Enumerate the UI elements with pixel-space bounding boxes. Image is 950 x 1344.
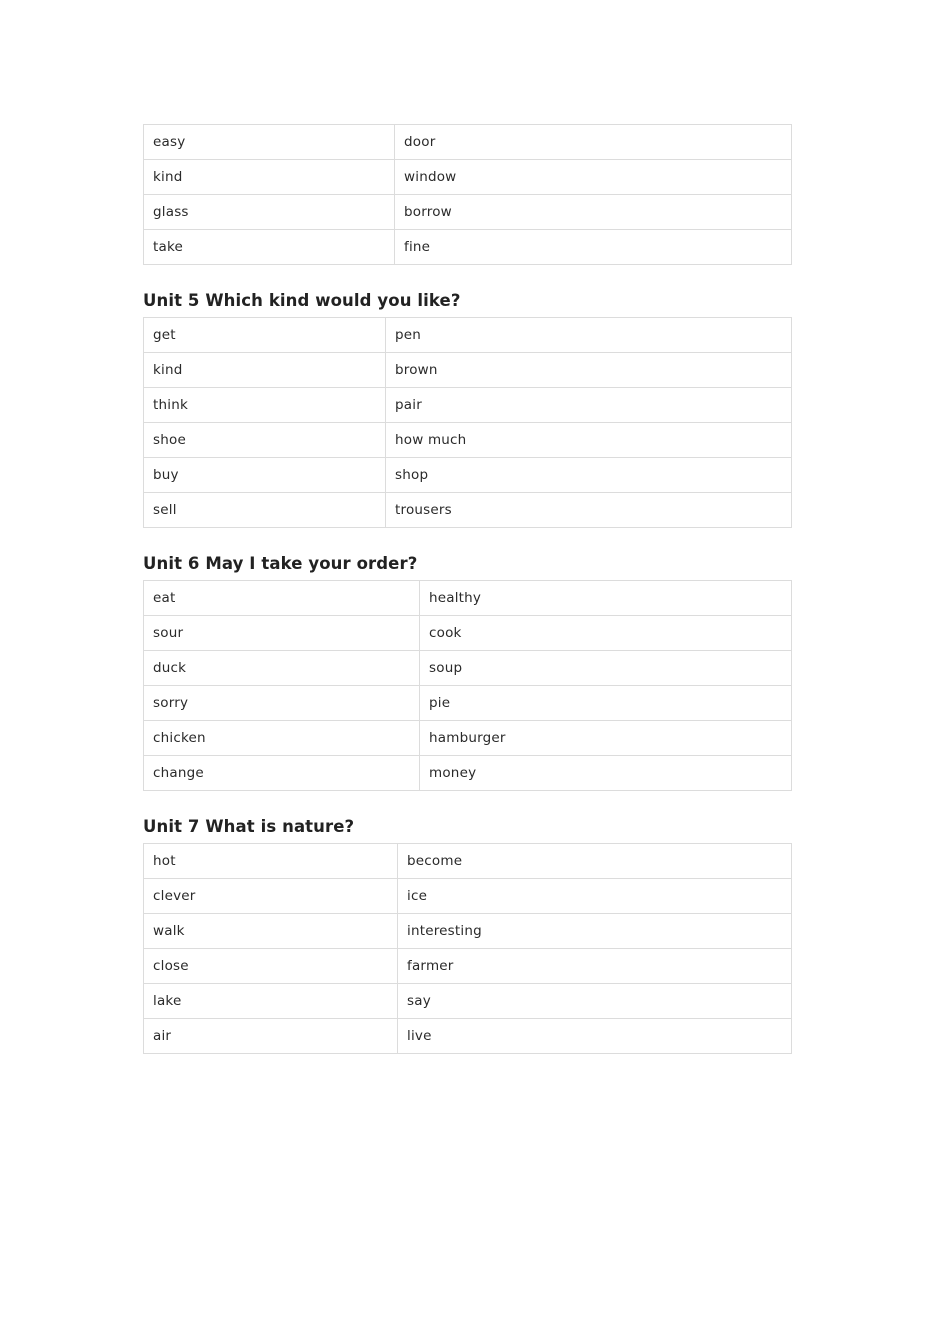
word-cell: shop <box>386 458 792 493</box>
vocab-table <box>143 317 792 528</box>
table-row <box>144 125 792 160</box>
table-row <box>144 879 792 914</box>
word-cell: change <box>144 756 420 791</box>
word-cell: hamburger <box>420 721 792 756</box>
word-cell: say <box>398 984 792 1019</box>
word-cell: pair <box>386 388 792 423</box>
word-cell: pie <box>420 686 792 721</box>
section-unit-6 <box>143 553 792 791</box>
unit-title: Unit 5 Which kind would you like? <box>143 291 461 310</box>
word-cell: kind <box>144 353 386 388</box>
table-row <box>144 721 792 756</box>
table-row <box>144 195 792 230</box>
section-unit-5 <box>143 290 792 528</box>
word-cell: kind <box>144 160 395 195</box>
vocab-table <box>143 580 792 791</box>
unit-title: Unit 7 What is nature? <box>143 817 355 836</box>
word-cell: sell <box>144 493 386 528</box>
table-row <box>144 984 792 1019</box>
table-row <box>144 651 792 686</box>
word-cell: trousers <box>386 493 792 528</box>
word-cell: pen <box>386 318 792 353</box>
word-cell: duck <box>144 651 420 686</box>
table-row <box>144 914 792 949</box>
word-cell: how much <box>386 423 792 458</box>
word-cell: farmer <box>398 949 792 984</box>
table-row <box>144 1019 792 1054</box>
word-cell: borrow <box>395 195 792 230</box>
section-unit-4-continued <box>143 124 792 265</box>
word-cell: sorry <box>144 686 420 721</box>
table-row <box>144 458 792 493</box>
table-row <box>144 686 792 721</box>
word-cell: sour <box>144 616 420 651</box>
table-row <box>144 423 792 458</box>
word-cell: interesting <box>398 914 792 949</box>
word-cell: take <box>144 230 395 265</box>
word-cell: air <box>144 1019 398 1054</box>
word-cell: soup <box>420 651 792 686</box>
table-row <box>144 230 792 265</box>
word-cell: chicken <box>144 721 420 756</box>
word-cell: door <box>395 125 792 160</box>
word-cell: think <box>144 388 386 423</box>
word-cell: easy <box>144 125 395 160</box>
word-cell: live <box>398 1019 792 1054</box>
vocab-table <box>143 843 792 1054</box>
word-cell: lake <box>144 984 398 1019</box>
word-cell: buy <box>144 458 386 493</box>
table-row <box>144 160 792 195</box>
word-cell: cook <box>420 616 792 651</box>
word-cell: shoe <box>144 423 386 458</box>
word-cell: window <box>395 160 792 195</box>
vocab-table <box>143 124 792 265</box>
table-row <box>144 353 792 388</box>
word-cell: fine <box>395 230 792 265</box>
word-cell: become <box>398 844 792 879</box>
table-row <box>144 581 792 616</box>
vocabulary-page <box>143 124 792 1054</box>
word-cell: money <box>420 756 792 791</box>
word-cell: clever <box>144 879 398 914</box>
table-row <box>144 318 792 353</box>
table-row <box>144 949 792 984</box>
word-cell: eat <box>144 581 420 616</box>
word-cell: close <box>144 949 398 984</box>
word-cell: healthy <box>420 581 792 616</box>
word-cell: brown <box>386 353 792 388</box>
word-cell: get <box>144 318 386 353</box>
section-unit-7 <box>143 816 792 1054</box>
word-cell: ice <box>398 879 792 914</box>
word-cell: walk <box>144 914 398 949</box>
table-row <box>144 493 792 528</box>
table-row <box>144 844 792 879</box>
table-row <box>144 756 792 791</box>
unit-title: Unit 6 May I take your order? <box>143 554 418 573</box>
table-row <box>144 616 792 651</box>
table-row <box>144 388 792 423</box>
word-cell: hot <box>144 844 398 879</box>
word-cell: glass <box>144 195 395 230</box>
